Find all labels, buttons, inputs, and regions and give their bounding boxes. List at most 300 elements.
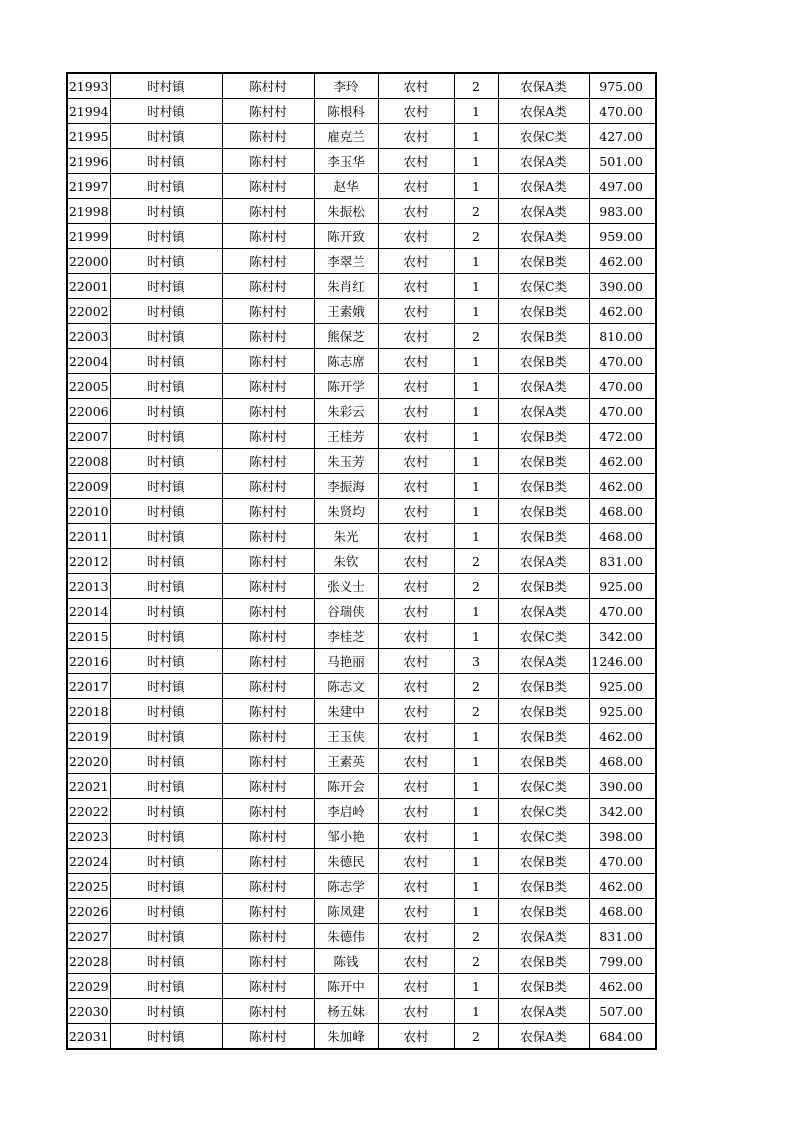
table-row <box>67 324 656 349</box>
count-cell: 1 <box>454 399 498 424</box>
village-cell: 陈村村 <box>222 574 314 599</box>
count-cell: 1 <box>454 774 498 799</box>
amount-cell: 342.00 <box>589 799 656 824</box>
count-cell: 1 <box>454 299 498 324</box>
record-id-cell: 22016 <box>67 649 110 674</box>
amount-cell: 390.00 <box>589 274 656 299</box>
record-id-cell: 22013 <box>67 574 110 599</box>
village-cell: 陈村村 <box>222 499 314 524</box>
category-cell: 农保B类 <box>498 349 589 374</box>
count-cell: 1 <box>454 624 498 649</box>
village-cell: 陈村村 <box>222 874 314 899</box>
type-cell: 农村 <box>378 874 454 899</box>
table-row <box>67 524 656 549</box>
record-id-cell: 22001 <box>67 274 110 299</box>
name-cell: 李玲 <box>314 73 378 99</box>
name-cell: 马艳丽 <box>314 649 378 674</box>
record-id-cell: 22021 <box>67 774 110 799</box>
table-row <box>67 999 656 1024</box>
record-id-cell: 22026 <box>67 899 110 924</box>
name-cell: 陈开致 <box>314 224 378 249</box>
village-cell: 陈村村 <box>222 849 314 874</box>
type-cell: 农村 <box>378 799 454 824</box>
category-cell: 农保B类 <box>498 499 589 524</box>
name-cell: 李振海 <box>314 474 378 499</box>
village-cell: 陈村村 <box>222 224 314 249</box>
type-cell: 农村 <box>378 99 454 124</box>
table-row <box>67 474 656 499</box>
village-cell: 陈村村 <box>222 349 314 374</box>
town-cell: 时村镇 <box>110 199 222 224</box>
town-cell: 时村镇 <box>110 749 222 774</box>
category-cell: 农保B类 <box>498 299 589 324</box>
name-cell: 陈钱 <box>314 949 378 974</box>
name-cell: 张义士 <box>314 574 378 599</box>
count-cell: 2 <box>454 1024 498 1050</box>
type-cell: 农村 <box>378 549 454 574</box>
count-cell: 1 <box>454 849 498 874</box>
amount-cell: 462.00 <box>589 874 656 899</box>
count-cell: 1 <box>454 974 498 999</box>
amount-cell: 468.00 <box>589 899 656 924</box>
amount-cell: 983.00 <box>589 199 656 224</box>
name-cell: 朱肖红 <box>314 274 378 299</box>
name-cell: 陈志席 <box>314 349 378 374</box>
table-row <box>67 249 656 274</box>
count-cell: 2 <box>454 574 498 599</box>
type-cell: 农村 <box>378 649 454 674</box>
amount-cell: 799.00 <box>589 949 656 974</box>
town-cell: 时村镇 <box>110 999 222 1024</box>
amount-cell: 470.00 <box>589 599 656 624</box>
category-cell: 农保B类 <box>498 474 589 499</box>
town-cell: 时村镇 <box>110 849 222 874</box>
type-cell: 农村 <box>378 1024 454 1050</box>
village-cell: 陈村村 <box>222 799 314 824</box>
count-cell: 1 <box>454 599 498 624</box>
count-cell: 1 <box>454 999 498 1024</box>
type-cell: 农村 <box>378 124 454 149</box>
town-cell: 时村镇 <box>110 799 222 824</box>
type-cell: 农村 <box>378 849 454 874</box>
amount-cell: 462.00 <box>589 974 656 999</box>
name-cell: 朱德民 <box>314 849 378 874</box>
amount-cell: 497.00 <box>589 174 656 199</box>
village-cell: 陈村村 <box>222 449 314 474</box>
type-cell: 农村 <box>378 724 454 749</box>
name-cell: 雇克兰 <box>314 124 378 149</box>
record-id-cell: 22020 <box>67 749 110 774</box>
amount-cell: 925.00 <box>589 699 656 724</box>
village-cell: 陈村村 <box>222 424 314 449</box>
type-cell: 农村 <box>378 949 454 974</box>
category-cell: 农保A类 <box>498 374 589 399</box>
count-cell: 1 <box>454 499 498 524</box>
type-cell: 农村 <box>378 249 454 274</box>
amount-cell: 462.00 <box>589 724 656 749</box>
table-row <box>67 699 656 724</box>
town-cell: 时村镇 <box>110 674 222 699</box>
town-cell: 时村镇 <box>110 774 222 799</box>
type-cell: 农村 <box>378 174 454 199</box>
category-cell: 农保B类 <box>498 324 589 349</box>
count-cell: 2 <box>454 674 498 699</box>
record-id-cell: 22025 <box>67 874 110 899</box>
amount-cell: 472.00 <box>589 424 656 449</box>
category-cell: 农保A类 <box>498 224 589 249</box>
table-row <box>67 624 656 649</box>
village-cell: 陈村村 <box>222 399 314 424</box>
table-row <box>67 574 656 599</box>
town-cell: 时村镇 <box>110 624 222 649</box>
village-cell: 陈村村 <box>222 274 314 299</box>
village-cell: 陈村村 <box>222 999 314 1024</box>
amount-cell: 684.00 <box>589 1024 656 1050</box>
record-id-cell: 22018 <box>67 699 110 724</box>
record-id-cell: 22003 <box>67 324 110 349</box>
village-cell: 陈村村 <box>222 99 314 124</box>
town-cell: 时村镇 <box>110 99 222 124</box>
village-cell: 陈村村 <box>222 149 314 174</box>
name-cell: 朱加峰 <box>314 1024 378 1050</box>
amount-cell: 468.00 <box>589 524 656 549</box>
village-cell: 陈村村 <box>222 774 314 799</box>
amount-cell: 470.00 <box>589 399 656 424</box>
name-cell: 陈根科 <box>314 99 378 124</box>
record-id-cell: 22004 <box>67 349 110 374</box>
category-cell: 农保C类 <box>498 624 589 649</box>
data-table <box>66 72 657 1050</box>
type-cell: 农村 <box>378 324 454 349</box>
amount-cell: 975.00 <box>589 73 656 99</box>
name-cell: 熊保芝 <box>314 324 378 349</box>
record-id-cell: 22015 <box>67 624 110 649</box>
table-row <box>67 824 656 849</box>
town-cell: 时村镇 <box>110 649 222 674</box>
name-cell: 朱玉芳 <box>314 449 378 474</box>
town-cell: 时村镇 <box>110 874 222 899</box>
village-cell: 陈村村 <box>222 974 314 999</box>
town-cell: 时村镇 <box>110 1024 222 1050</box>
category-cell: 农保A类 <box>498 999 589 1024</box>
record-id-cell: 22000 <box>67 249 110 274</box>
table-row <box>67 224 656 249</box>
town-cell: 时村镇 <box>110 924 222 949</box>
record-id-cell: 22009 <box>67 474 110 499</box>
table-row <box>67 424 656 449</box>
amount-cell: 462.00 <box>589 474 656 499</box>
table-row <box>67 649 656 674</box>
amount-cell: 462.00 <box>589 249 656 274</box>
count-cell: 3 <box>454 649 498 674</box>
count-cell: 1 <box>454 124 498 149</box>
category-cell: 农保A类 <box>498 549 589 574</box>
village-cell: 陈村村 <box>222 299 314 324</box>
count-cell: 1 <box>454 174 498 199</box>
record-id-cell: 22030 <box>67 999 110 1024</box>
type-cell: 农村 <box>378 73 454 99</box>
record-id-cell: 22006 <box>67 399 110 424</box>
amount-cell: 810.00 <box>589 324 656 349</box>
table-row <box>67 599 656 624</box>
village-cell: 陈村村 <box>222 824 314 849</box>
count-cell: 2 <box>454 549 498 574</box>
amount-cell: 470.00 <box>589 349 656 374</box>
village-cell: 陈村村 <box>222 674 314 699</box>
type-cell: 农村 <box>378 374 454 399</box>
amount-cell: 959.00 <box>589 224 656 249</box>
category-cell: 农保B类 <box>498 874 589 899</box>
type-cell: 农村 <box>378 524 454 549</box>
name-cell: 朱贤均 <box>314 499 378 524</box>
record-id-cell: 22024 <box>67 849 110 874</box>
town-cell: 时村镇 <box>110 224 222 249</box>
type-cell: 农村 <box>378 224 454 249</box>
type-cell: 农村 <box>378 399 454 424</box>
count-cell: 1 <box>454 374 498 399</box>
name-cell: 李翠兰 <box>314 249 378 274</box>
amount-cell: 925.00 <box>589 574 656 599</box>
type-cell: 农村 <box>378 349 454 374</box>
count-cell: 2 <box>454 199 498 224</box>
category-cell: 农保C类 <box>498 124 589 149</box>
table-row <box>67 899 656 924</box>
name-cell: 王玉侠 <box>314 724 378 749</box>
record-id-cell: 21994 <box>67 99 110 124</box>
record-id-cell: 22022 <box>67 799 110 824</box>
village-cell: 陈村村 <box>222 549 314 574</box>
village-cell: 陈村村 <box>222 124 314 149</box>
town-cell: 时村镇 <box>110 424 222 449</box>
village-cell: 陈村村 <box>222 374 314 399</box>
name-cell: 赵华 <box>314 174 378 199</box>
village-cell: 陈村村 <box>222 899 314 924</box>
record-id-cell: 22014 <box>67 599 110 624</box>
count-cell: 2 <box>454 924 498 949</box>
type-cell: 农村 <box>378 624 454 649</box>
name-cell: 李桂芝 <box>314 624 378 649</box>
count-cell: 1 <box>454 249 498 274</box>
amount-cell: 462.00 <box>589 449 656 474</box>
table-row <box>67 499 656 524</box>
count-cell: 1 <box>454 349 498 374</box>
category-cell: 农保B类 <box>498 849 589 874</box>
table-row <box>67 799 656 824</box>
type-cell: 农村 <box>378 149 454 174</box>
category-cell: 农保C类 <box>498 799 589 824</box>
town-cell: 时村镇 <box>110 949 222 974</box>
count-cell: 1 <box>454 824 498 849</box>
amount-cell: 831.00 <box>589 549 656 574</box>
category-cell: 农保B类 <box>498 949 589 974</box>
category-cell: 农保B类 <box>498 899 589 924</box>
table-row <box>67 774 656 799</box>
village-cell: 陈村村 <box>222 524 314 549</box>
town-cell: 时村镇 <box>110 899 222 924</box>
type-cell: 农村 <box>378 299 454 324</box>
table-row <box>67 99 656 124</box>
amount-cell: 925.00 <box>589 674 656 699</box>
category-cell: 农保A类 <box>498 649 589 674</box>
type-cell: 农村 <box>378 924 454 949</box>
town-cell: 时村镇 <box>110 324 222 349</box>
table-row <box>67 374 656 399</box>
amount-cell: 470.00 <box>589 99 656 124</box>
table-row <box>67 174 656 199</box>
type-cell: 农村 <box>378 574 454 599</box>
table-row <box>67 724 656 749</box>
table-row <box>67 674 656 699</box>
category-cell: 农保A类 <box>498 1024 589 1050</box>
table-row <box>67 1024 656 1050</box>
town-cell: 时村镇 <box>110 274 222 299</box>
count-cell: 1 <box>454 149 498 174</box>
category-cell: 农保B类 <box>498 249 589 274</box>
town-cell: 时村镇 <box>110 574 222 599</box>
amount-cell: 342.00 <box>589 624 656 649</box>
category-cell: 农保C类 <box>498 824 589 849</box>
table-row <box>67 274 656 299</box>
record-id-cell: 22017 <box>67 674 110 699</box>
record-id-cell: 22012 <box>67 549 110 574</box>
name-cell: 陈开会 <box>314 774 378 799</box>
record-id-cell: 21999 <box>67 224 110 249</box>
record-id-cell: 22031 <box>67 1024 110 1050</box>
name-cell: 朱振松 <box>314 199 378 224</box>
amount-cell: 462.00 <box>589 299 656 324</box>
count-cell: 2 <box>454 949 498 974</box>
village-cell: 陈村村 <box>222 474 314 499</box>
count-cell: 2 <box>454 73 498 99</box>
table-row <box>67 73 656 99</box>
table-row <box>67 349 656 374</box>
town-cell: 时村镇 <box>110 374 222 399</box>
village-cell: 陈村村 <box>222 924 314 949</box>
village-cell: 陈村村 <box>222 249 314 274</box>
table-row <box>67 149 656 174</box>
amount-cell: 507.00 <box>589 999 656 1024</box>
category-cell: 农保B类 <box>498 449 589 474</box>
village-cell: 陈村村 <box>222 1024 314 1050</box>
village-cell: 陈村村 <box>222 699 314 724</box>
name-cell: 朱德伟 <box>314 924 378 949</box>
amount-cell: 427.00 <box>589 124 656 149</box>
town-cell: 时村镇 <box>110 599 222 624</box>
amount-cell: 468.00 <box>589 499 656 524</box>
count-cell: 1 <box>454 524 498 549</box>
name-cell: 谷瑞侠 <box>314 599 378 624</box>
count-cell: 1 <box>454 274 498 299</box>
name-cell: 陈开中 <box>314 974 378 999</box>
village-cell: 陈村村 <box>222 949 314 974</box>
town-cell: 时村镇 <box>110 724 222 749</box>
category-cell: 农保A类 <box>498 599 589 624</box>
town-cell: 时村镇 <box>110 73 222 99</box>
category-cell: 农保B类 <box>498 724 589 749</box>
type-cell: 农村 <box>378 199 454 224</box>
record-id-cell: 22029 <box>67 974 110 999</box>
type-cell: 农村 <box>378 599 454 624</box>
village-cell: 陈村村 <box>222 724 314 749</box>
type-cell: 农村 <box>378 774 454 799</box>
village-cell: 陈村村 <box>222 199 314 224</box>
record-id-cell: 21995 <box>67 124 110 149</box>
village-cell: 陈村村 <box>222 324 314 349</box>
record-id-cell: 22002 <box>67 299 110 324</box>
count-cell: 1 <box>454 799 498 824</box>
table-row <box>67 549 656 574</box>
type-cell: 农村 <box>378 699 454 724</box>
town-cell: 时村镇 <box>110 349 222 374</box>
table-row <box>67 399 656 424</box>
category-cell: 农保B类 <box>498 424 589 449</box>
village-cell: 陈村村 <box>222 73 314 99</box>
village-cell: 陈村村 <box>222 174 314 199</box>
category-cell: 农保A类 <box>498 99 589 124</box>
name-cell: 朱钦 <box>314 549 378 574</box>
table-row <box>67 124 656 149</box>
table-row <box>67 874 656 899</box>
town-cell: 时村镇 <box>110 524 222 549</box>
type-cell: 农村 <box>378 499 454 524</box>
village-cell: 陈村村 <box>222 624 314 649</box>
count-cell: 2 <box>454 324 498 349</box>
record-id-cell: 22011 <box>67 524 110 549</box>
town-cell: 时村镇 <box>110 474 222 499</box>
type-cell: 农村 <box>378 974 454 999</box>
record-id-cell: 22028 <box>67 949 110 974</box>
town-cell: 时村镇 <box>110 299 222 324</box>
type-cell: 农村 <box>378 474 454 499</box>
type-cell: 农村 <box>378 899 454 924</box>
record-id-cell: 21993 <box>67 73 110 99</box>
count-cell: 1 <box>454 449 498 474</box>
record-id-cell: 22023 <box>67 824 110 849</box>
town-cell: 时村镇 <box>110 249 222 274</box>
name-cell: 陈开学 <box>314 374 378 399</box>
name-cell: 王素娥 <box>314 299 378 324</box>
name-cell: 朱光 <box>314 524 378 549</box>
table-row <box>67 749 656 774</box>
town-cell: 时村镇 <box>110 399 222 424</box>
record-id-cell: 22027 <box>67 924 110 949</box>
village-cell: 陈村村 <box>222 749 314 774</box>
type-cell: 农村 <box>378 749 454 774</box>
amount-cell: 470.00 <box>589 374 656 399</box>
record-id-cell: 22019 <box>67 724 110 749</box>
category-cell: 农保B类 <box>498 749 589 774</box>
name-cell: 陈志文 <box>314 674 378 699</box>
count-cell: 1 <box>454 474 498 499</box>
town-cell: 时村镇 <box>110 449 222 474</box>
amount-cell: 390.00 <box>589 774 656 799</box>
count-cell: 1 <box>454 99 498 124</box>
town-cell: 时村镇 <box>110 499 222 524</box>
count-cell: 2 <box>454 224 498 249</box>
name-cell: 邹小艳 <box>314 824 378 849</box>
town-cell: 时村镇 <box>110 824 222 849</box>
amount-cell: 831.00 <box>589 924 656 949</box>
name-cell: 杨五妹 <box>314 999 378 1024</box>
name-cell: 朱建中 <box>314 699 378 724</box>
amount-cell: 1246.00 <box>589 649 656 674</box>
type-cell: 农村 <box>378 674 454 699</box>
name-cell: 朱彩云 <box>314 399 378 424</box>
count-cell: 1 <box>454 724 498 749</box>
category-cell: 农保C类 <box>498 774 589 799</box>
category-cell: 农保A类 <box>498 174 589 199</box>
category-cell: 农保A类 <box>498 73 589 99</box>
